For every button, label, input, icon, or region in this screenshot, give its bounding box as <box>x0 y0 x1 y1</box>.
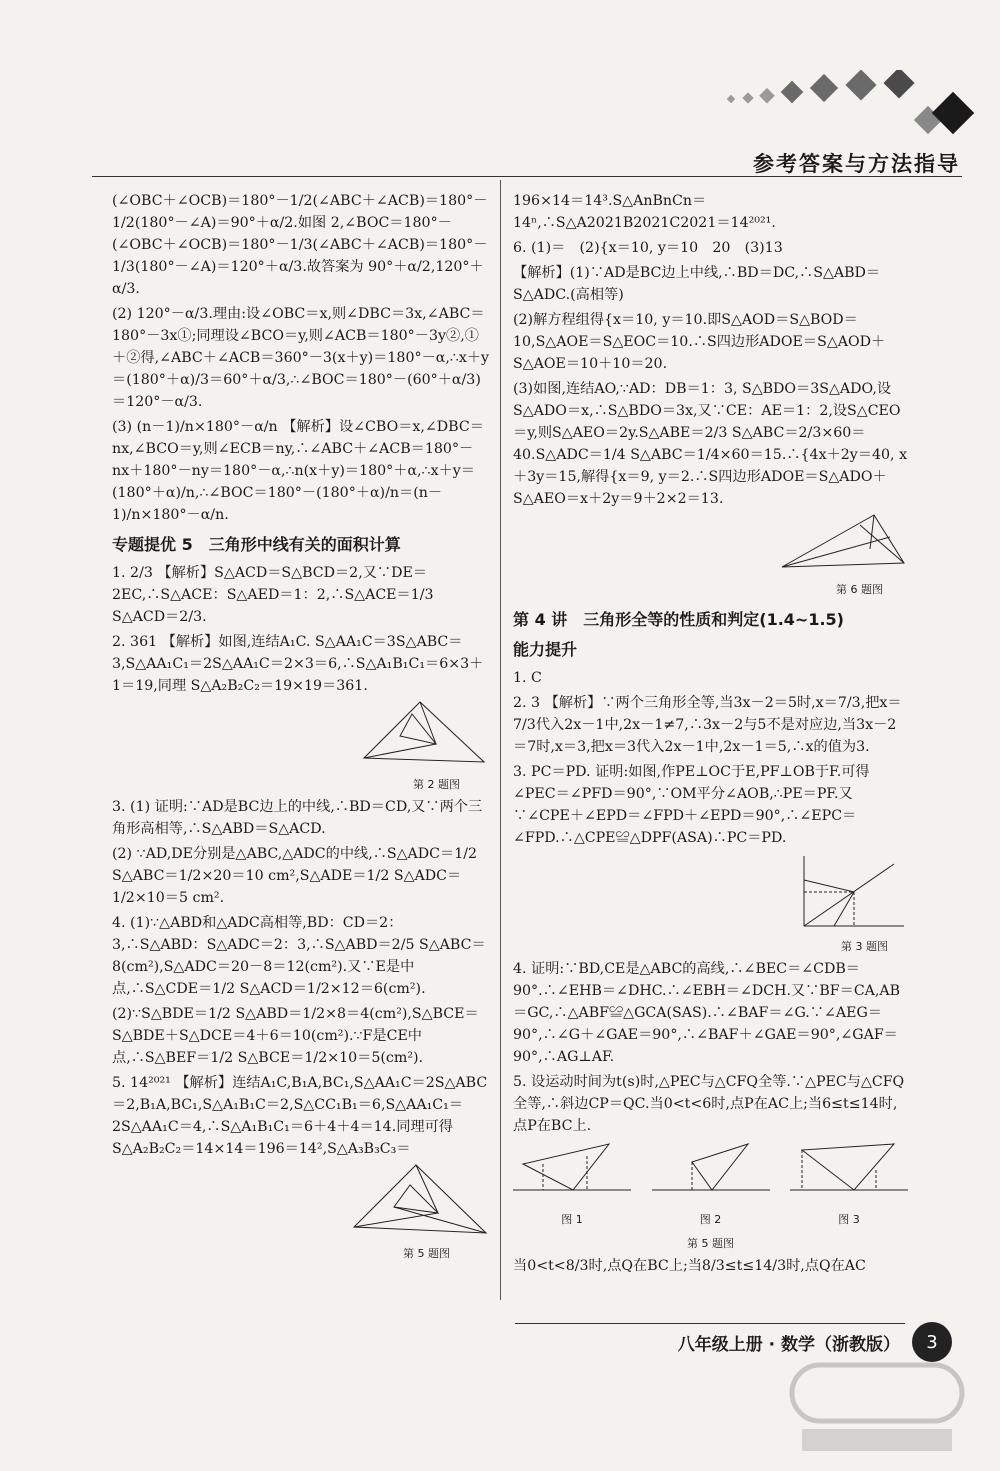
figure-panel-label: 图 1 <box>561 1213 583 1226</box>
section-heading: 第 4 讲 三角形全等的性质和判定(1.4~1.5) <box>513 610 844 629</box>
footer-rule <box>515 1323 905 1324</box>
footer-book-title: 八年级上册 · 数学（浙教版） <box>677 1335 900 1355</box>
answer-item: (2) ∵AD,DE分别是△ABC,△ADC的中线,∴S△ADC＝1/2 S△ABC＝1/2×20＝10 cm²,S△ADE＝1/2 S△ADC＝1/2×10＝5 cm². <box>112 846 478 906</box>
answer-paragraph: (2) 120°－α/3.理由:设∠OBC＝x,则∠DBC＝3x,∠ABC＝180°－3x①;同理设∠BCO＝y,则∠ACB＝180°－3y②,①＋②得,∠ABC＋∠ACB＝360°－3(x＋y)＝180°－α,∴x＋y＝(180°＋α)/3＝60°＋α/3,∴∠BOC＝180°－(60°＋α/3)＝120°－α/3. <box>112 306 490 410</box>
header-diamond-decoration <box>720 70 980 150</box>
answer-item: (2)∵S△BDE＝1/2 S△ABD＝1/2×8＝4(cm²),S△BCE＝S△BDE＋S△DCE＝4＋6＝10(cm²).∵F是CE中点,∴S△BEF＝1/2 S△BCE＝1/2×10＝5(cm²). <box>112 1006 479 1066</box>
figure-caption: 第 2 题图 <box>413 778 460 791</box>
answer-item: 4. 证明:∵BD,CE是△ABC的高线,∴∠BEC＝∠CDB＝90°.∴∠EHB＝∠DHC.∴∠EBH＝∠DCH.又∵BF＝CA,AB＝GC,∴△ABF≌△GCA(SAS).∴∠BAF＝∠G.∵∠AEG＝90°,∴∠G＋∠GAE＝90°,∴∠BAF＋∠GAE＝90°,∠GAF＝90°,∴AG⊥AF. <box>513 961 901 1065</box>
answer-paragraph: 当0<t<8/3时,点Q在BC上;当8/3≤t≤14/3时,点Q在AC <box>513 1258 866 1274</box>
answer-paragraph: 196×14＝14³.S△AnBnCn＝14ⁿ,∴S△A2021B2021C2021＝14²⁰²¹. <box>513 193 776 231</box>
section-heading: 专题提优 5 三角形中线有关的面积计算 <box>112 535 401 554</box>
answer-paragraph: (∠OBC＋∠OCB)＝180°－1/2(∠ABC＋∠ACB)＝180°－1/2(180°－∠A)＝90°＋α/2.如图 2,∠BOC＝180°－(∠OBC＋∠OCB)＝180°－1/3(∠ABC＋∠ACB)＝180°－1/3(180°－∠A)＝120°＋α/3.故答案为 90°＋α/2,120°＋α/3. <box>112 193 488 297</box>
header-rule <box>92 176 962 177</box>
answer-item: 3. (1) 证明:∵AD是BC边上的中线,∴BD＝CD,又∵两个三角形高相等,∴S△ABD＝S△ACD. <box>112 799 483 837</box>
answer-paragraph: (3)如图,连结AO,∵AD：DB＝1：3, S△BDO＝3S△ADO,设S△ADO＝x,∴S△BDO＝3x,又∵CE：AE＝1：2,设S△CEO＝y,则S△AEO＝2y.S△ABE＝2/3 S△ABC＝2/3×60＝40.S△ADC＝1/4 S△ABC＝1/4×60＝15.∴{4x＋2y＝40, x＋3y＝15,解得{x＝9, y＝2.∴S四边形ADOE＝S△ADO＋S△AEO＝x＋2y＝9＋2×2＝13. <box>513 381 908 507</box>
header-title: 参考答案与方法指导 <box>753 152 960 176</box>
answer-paragraph: (2)解方程组得{x＝10, y＝10.即S△AOD＝S△BOD＝10,S△AOE＝S△EOC＝10.∴S四边形ADOE＝S△AOD＋S△AOE＝10＋10＝20. <box>513 312 886 372</box>
figure-panel <box>513 1140 631 1231</box>
figure-caption: 第 3 题图 <box>841 940 888 953</box>
answer-item: 2. 3 【解析】∵两个三角形全等,当3x－2＝5时,x＝7/3,把x＝7/3代入2x－1中,2x－1≠7,∴3x－2与5不是对应边,当3x－2＝7时,x＝3,把x＝3代入2x－1中,2x－1＝5,∴x的值为3. <box>513 695 902 755</box>
answer-item: 3. PC＝PD. 证明:如图,作PE⊥OC于E,PF⊥OB于F.可得∠PEC＝∠PFD＝90°,∵OM平分∠AOB,∴PE＝PF.又∵∠CPE＋∠EPD＝∠FPD＋∠EPD＝90°,∴∠EPC＝∠FPD.∴△CPE≌△DPF(ASA)∴PC＝PD. <box>513 764 870 846</box>
answer-item: 5. 设运动时间为t(s)时,△PEC与△CFQ全等.∵△PEC与△CFQ全等,∴斜边CP＝QC.当0<t<6时,点P在AC上;当6≤t≤14时,点P在BC上. <box>513 1074 905 1134</box>
left-column <box>112 190 490 1265</box>
figure-caption: 第 6 题图 <box>836 583 883 596</box>
figure-q5-panels <box>513 1140 908 1231</box>
page-number: 3 <box>912 1322 952 1362</box>
watermark-logo-icon <box>782 1359 972 1457</box>
answer-item: 4. (1)∵△ABD和△ADC高相等,BD：CD＝2：3,∴S△ABD：S△ADC＝2：3,∴S△ABD＝2/5 S△ABC＝8(cm²),S△ADC＝20－8＝12(cm²).又∵E是中点,∴S△CDE＝1/2 S△ACD＝1/2×12＝6(cm²). <box>112 915 486 997</box>
answer-item: 2. 361 【解析】如图,连结A₁C. S△AA₁C＝3S△ABC＝3,S△AA₁C₁＝2S△AA₁C＝2×3＝6,∴S△A₁B₁C₁＝6×3＋1＝19,同理 S△A₂B₂C₂＝19×19＝361. <box>112 634 484 694</box>
figure-panel <box>790 1140 908 1231</box>
figure-caption: 第 5 题图 <box>687 1237 734 1250</box>
subsection-heading: 能力提升 <box>513 640 578 659</box>
figure-q3 <box>798 852 908 932</box>
figure-panel-label: 图 3 <box>838 1213 860 1226</box>
figure-caption: 第 5 题图 <box>403 1247 450 1260</box>
figure-q2 <box>360 700 490 770</box>
answer-paragraph: (3) (n－1)/n×180°－α/n 【解析】设∠CBO＝x,∠DBC＝nx,∠BCO＝y,则∠ECB＝ny,∴∠ABC＋∠ACB＝180°－nx＋180°－ny＝180°－α,∴n(x＋y)＝180°＋α,∴x＋y＝(180°＋α)/n,∴∠BOC＝180°－(180°＋α)/n＝(n－1)/n×180°－α/n. <box>112 419 484 523</box>
answer-paragraph: 【解析】(1)∵AD是BC边上中线,∴BD＝DC,∴S△ABD＝S△ADC.(高相等) <box>513 265 881 303</box>
figure-panel <box>652 1140 770 1231</box>
answer-item: 5. 14²⁰²¹ 【解析】连结A₁C,B₁A,BC₁,S△AA₁C＝2S△ABC＝2,B₁A,BC₁,S△A₁B₁C＝2,S△CC₁B₁＝6,S△AA₁C₁＝2S△AA₁C＝4,∴S△A₁B₁C₁＝6＋4＋4＝14.同理可得 S△A₂B₂C₂＝14×14＝196＝14²,S△A₃B₃C₃＝ <box>112 1075 488 1157</box>
answer-item: 6. (1)＝ (2){x＝10, y＝10 20 (3)13 <box>513 240 783 256</box>
figure-q6 <box>778 513 908 575</box>
answer-item: 1. C <box>513 670 542 686</box>
right-column <box>513 190 908 1280</box>
figure-q5 <box>350 1163 490 1239</box>
answer-item: 1. 2/3 【解析】S△ACD＝S△BCD＝2,又∵DE＝2EC,∴S△ACE：S△AED＝1：2,∴S△ACE＝1/3 S△ACD＝2/3. <box>112 565 434 625</box>
figure-panel-label: 图 2 <box>699 1213 722 1226</box>
column-divider <box>500 180 501 1300</box>
